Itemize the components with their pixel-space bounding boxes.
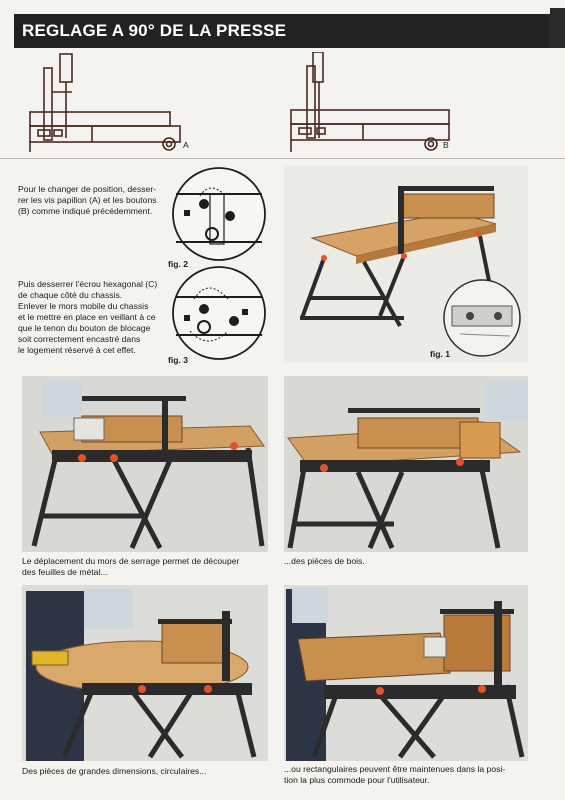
photo-fig1-workbench bbox=[284, 166, 528, 362]
instruction-paragraph-2: Puis desserrer l'écrou hexagonal (C) de chaque côté du chassis. Enlever le mors mobile du chassis et le mettre en place en veillant à ce que le tenon du bouton de blocage soit correctement encastré dans le logement réservé à cet effet. bbox=[18, 279, 158, 355]
diagram-a-label: A bbox=[183, 140, 189, 150]
photo-cutting-metal bbox=[22, 376, 268, 552]
fig2-label: fig. 2 bbox=[168, 259, 189, 269]
fig3-detail-circle bbox=[170, 265, 268, 361]
caption-cutting-wood: ...des pièces de bois. bbox=[284, 556, 365, 566]
caption-rectangular-pieces: ...ou rectangulaires peuvent être maintenues dans la posi- tion la plus commode pour l'utilisateur. bbox=[284, 764, 506, 785]
diagram-a bbox=[22, 52, 222, 157]
photo-rectangular-pieces bbox=[284, 585, 528, 761]
diagram-b-label: B bbox=[443, 140, 449, 150]
fig3-label: fig. 3 bbox=[168, 355, 189, 365]
page-title: REGLAGE A 90° DE LA PRESSE bbox=[22, 21, 287, 40]
photo-circular-pieces bbox=[22, 585, 268, 761]
photo-cutting-wood bbox=[284, 376, 528, 552]
caption-cutting-metal: Le déplacement du mors de serrage permet de découper des feuilles de métal... bbox=[22, 556, 240, 577]
diagram-b bbox=[283, 52, 483, 157]
header-edge-tab bbox=[550, 8, 565, 48]
caption-circular-pieces: Des pièces de grandes dimensions, circulaires... bbox=[22, 766, 207, 776]
fig1-label: fig. 1 bbox=[430, 349, 451, 359]
fig2-detail-circle bbox=[170, 166, 268, 262]
instruction-paragraph-1: Pour le changer de position, desser- rer les vis papillon (A) et les boutons (B) comme indiqué précédemment. bbox=[18, 184, 157, 216]
divider-line bbox=[0, 158, 565, 159]
